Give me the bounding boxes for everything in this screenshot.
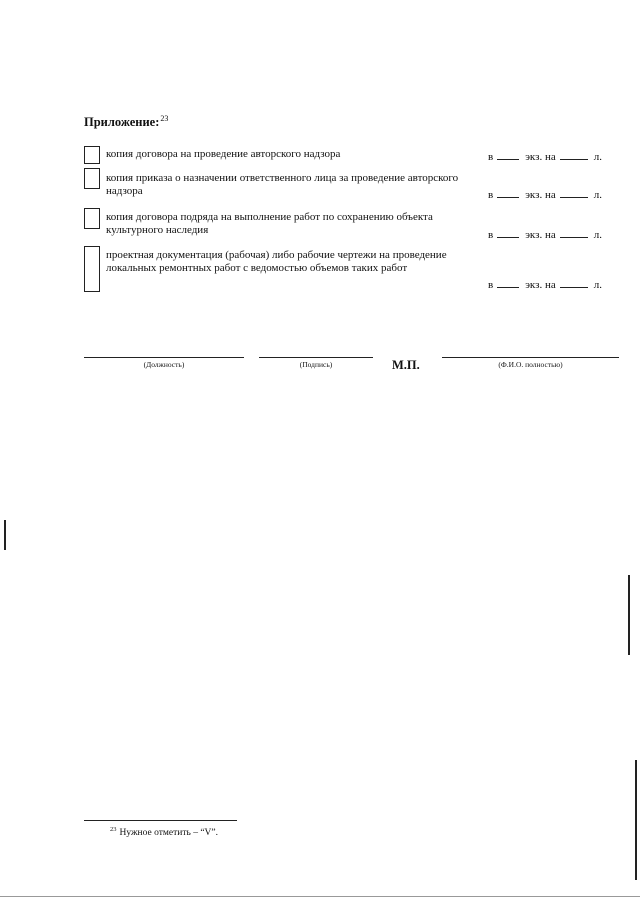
item-3-count: в экз. на л. [488,229,602,241]
item-1-text: копия договора на проведение авторского надзора [106,148,341,160]
footnote: $^{23}$ Нужное отметить – “V”. [110,826,218,838]
sheets-blank[interactable] [560,278,588,288]
item-1-checkbox[interactable] [84,146,100,164]
sheets-blank[interactable] [560,188,588,198]
copies-blank[interactable] [497,278,519,288]
footnote-ref: 23 [160,114,169,123]
item-3-checkbox[interactable] [84,208,100,229]
scan-edge-mark [628,575,630,655]
item-2-text: копия приказа о назначении ответственного лица за проведение авторского надзора [106,172,459,197]
item-4-text: проектная документация (рабочая) либо рабочие чертежи на проведение локальных ремонтных работ с ведомостью объемов таких работ [106,249,447,274]
item-4-count: в экз. на л. [488,279,602,291]
copies-blank[interactable] [497,228,519,238]
signature-line[interactable] [259,357,373,358]
scan-edge-mark [635,760,637,880]
full-name-caption: (Ф.И.О. полностью) [498,360,563,369]
position-line[interactable] [84,357,244,358]
item-2-count: в экз. на л. [488,189,602,201]
position-caption: (Должность) [143,360,185,369]
full-name-line[interactable] [442,357,619,358]
item-4-checkbox[interactable] [84,246,100,292]
item-2-checkbox[interactable] [84,168,100,189]
sheets-blank[interactable] [560,228,588,238]
footnote-separator [84,820,237,821]
scan-bottom-edge [0,896,640,897]
appendix-heading: Приложение:$^{23}$ [84,114,169,129]
item-3-text: копия договора подряда на выполнение работ по сохранению объекта культурного наследия [106,211,433,236]
item-1-count: в экз. на л. [488,151,602,163]
stamp-label: М.П. [392,358,420,372]
copies-blank[interactable] [497,188,519,198]
sheets-blank[interactable] [560,150,588,160]
signature-caption: (Подпись) [299,360,333,369]
copies-blank[interactable] [497,150,519,160]
scan-edge-mark [4,520,6,550]
